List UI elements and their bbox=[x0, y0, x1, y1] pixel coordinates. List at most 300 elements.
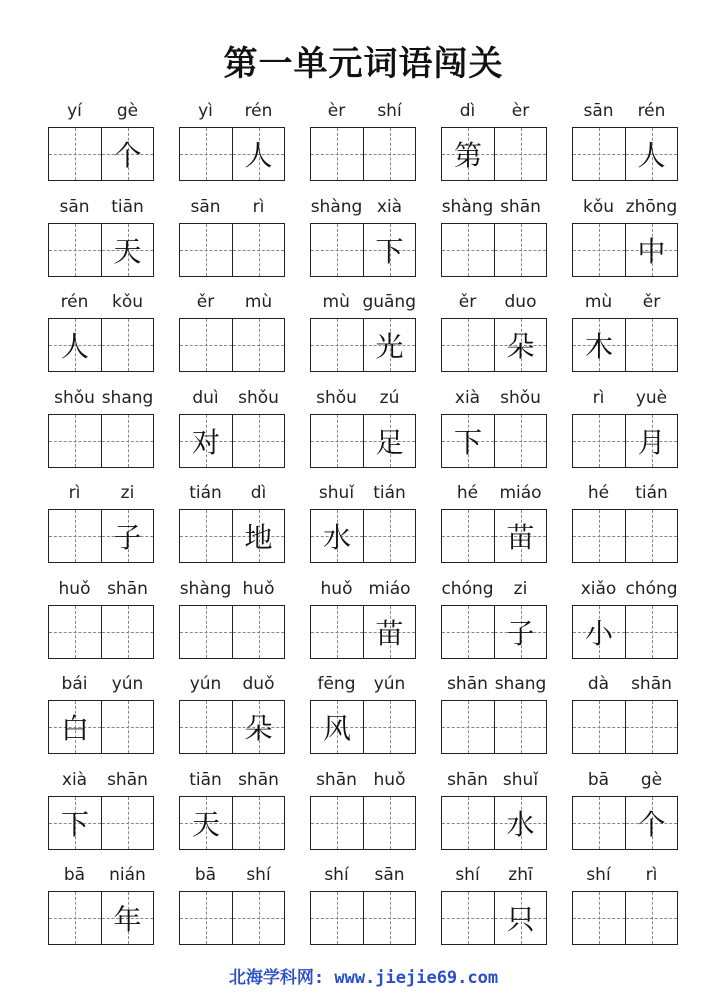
tianzige-cell[interactable] bbox=[49, 797, 101, 849]
tianzige-cell[interactable] bbox=[494, 224, 546, 276]
word-block bbox=[310, 289, 416, 373]
tianzige-cell[interactable] bbox=[625, 797, 677, 849]
tianzige-cell[interactable] bbox=[494, 128, 546, 180]
tianzige-box-pair bbox=[441, 127, 547, 181]
pinyin-syllable: shí bbox=[455, 865, 480, 885]
pinyin-syllable: shān bbox=[316, 769, 357, 790]
tianzige-cell[interactable] bbox=[573, 224, 625, 276]
tianzige-box-pair bbox=[572, 509, 678, 563]
hanzi-character: 足 bbox=[375, 425, 404, 459]
tianzige-cell[interactable] bbox=[180, 892, 232, 944]
pinyin-syllable: xiǎo bbox=[580, 578, 617, 599]
hanzi-character: 朵 bbox=[244, 712, 273, 745]
pinyin-row bbox=[179, 289, 285, 315]
pinyin-row bbox=[441, 767, 547, 793]
tianzige-cell[interactable] bbox=[442, 701, 494, 753]
tianzige-cell[interactable] bbox=[442, 415, 494, 467]
tianzige-box-pair bbox=[179, 127, 285, 181]
pinyin-syllable: rén bbox=[244, 101, 273, 121]
tianzige-cell[interactable] bbox=[180, 319, 232, 371]
pinyin-syllable: shān bbox=[107, 769, 148, 790]
tianzige-box-pair bbox=[310, 700, 416, 754]
pinyin-syllable: zi bbox=[513, 578, 528, 599]
pinyin-syllable: sān bbox=[583, 101, 614, 121]
pinyin-row bbox=[179, 576, 285, 602]
word-block bbox=[48, 289, 154, 373]
tianzige-box-pair bbox=[441, 318, 547, 372]
tianzige-box-pair bbox=[441, 796, 547, 850]
tianzige-cell[interactable] bbox=[180, 701, 232, 753]
pinyin-syllable: shàng bbox=[441, 196, 494, 217]
tianzige-cell[interactable] bbox=[573, 797, 625, 849]
pinyin-syllable: yún bbox=[189, 674, 222, 694]
pinyin-syllable: duǒ bbox=[242, 674, 275, 694]
pinyin-row bbox=[572, 862, 678, 888]
tianzige-cell[interactable] bbox=[232, 892, 284, 944]
tianzige-cell[interactable] bbox=[494, 319, 546, 371]
pinyin-syllable: yún bbox=[111, 674, 144, 694]
hanzi-character: 朵 bbox=[506, 330, 535, 363]
pinyin-syllable: rì bbox=[252, 196, 265, 217]
pinyin-syllable: shān bbox=[631, 674, 672, 694]
tianzige-cell[interactable] bbox=[442, 128, 494, 180]
word-block bbox=[48, 576, 154, 660]
word-block bbox=[179, 480, 285, 564]
pinyin-syllable: ěr bbox=[458, 292, 477, 312]
tianzige-cell[interactable] bbox=[442, 510, 494, 562]
pinyin-syllable: shuǐ bbox=[318, 483, 355, 503]
pinyin-syllable: èr bbox=[327, 101, 346, 121]
word-block bbox=[179, 194, 285, 278]
pinyin-row bbox=[572, 289, 678, 315]
pinyin-syllable: miáo bbox=[499, 483, 542, 503]
pinyin-row bbox=[441, 289, 547, 315]
pinyin-syllable: kǒu bbox=[582, 196, 615, 217]
pinyin-row bbox=[572, 480, 678, 506]
word-block bbox=[441, 289, 547, 373]
pinyin-syllable: huǒ bbox=[320, 578, 353, 599]
pinyin-syllable: zhōng bbox=[625, 196, 678, 217]
tianzige-cell[interactable] bbox=[311, 415, 363, 467]
tianzige-cell[interactable] bbox=[49, 224, 101, 276]
hanzi-character: 中 bbox=[637, 234, 666, 268]
tianzige-cell[interactable] bbox=[363, 797, 415, 849]
pinyin-row bbox=[310, 194, 416, 220]
pinyin-syllable: ěr bbox=[196, 292, 215, 312]
tianzige-cell[interactable] bbox=[442, 797, 494, 849]
pinyin-syllable: sān bbox=[374, 865, 405, 885]
pinyin-syllable: shān bbox=[107, 578, 148, 599]
pinyin-syllable: miáo bbox=[368, 578, 411, 599]
pinyin-syllable: yuè bbox=[635, 387, 668, 408]
tianzige-cell[interactable] bbox=[494, 797, 546, 849]
tianzige-cell[interactable] bbox=[180, 224, 232, 276]
pinyin-row bbox=[441, 576, 547, 602]
tianzige-cell[interactable] bbox=[311, 510, 363, 562]
word-block bbox=[48, 862, 154, 946]
pinyin-syllable: tián bbox=[373, 483, 406, 503]
tianzige-box-pair bbox=[48, 318, 154, 372]
hanzi-character: 下 bbox=[453, 425, 482, 459]
word-block bbox=[441, 385, 547, 469]
pinyin-row bbox=[441, 385, 547, 411]
pinyin-syllable: sān bbox=[190, 196, 221, 217]
tianzige-box-pair bbox=[179, 700, 285, 754]
word-block bbox=[441, 480, 547, 564]
tianzige-cell[interactable] bbox=[573, 415, 625, 467]
pinyin-syllable: xià bbox=[61, 769, 88, 790]
tianzige-cell[interactable] bbox=[625, 128, 677, 180]
tianzige-box-pair bbox=[310, 127, 416, 181]
tianzige-cell[interactable] bbox=[180, 415, 232, 467]
tianzige-cell[interactable] bbox=[49, 606, 101, 658]
hanzi-character: 水 bbox=[322, 521, 351, 554]
pinyin-row bbox=[441, 480, 547, 506]
pinyin-row bbox=[48, 480, 154, 506]
word-block bbox=[310, 194, 416, 278]
tianzige-box-pair bbox=[572, 700, 678, 754]
tianzige-cell[interactable] bbox=[49, 510, 101, 562]
tianzige-box-pair bbox=[441, 414, 547, 468]
word-block bbox=[179, 862, 285, 946]
tianzige-cell[interactable] bbox=[232, 128, 284, 180]
pinyin-syllable: tiān bbox=[189, 769, 222, 790]
tianzige-cell[interactable] bbox=[363, 415, 415, 467]
tianzige-cell[interactable] bbox=[311, 319, 363, 371]
tianzige-box-pair bbox=[179, 414, 285, 468]
tianzige-box-pair bbox=[310, 891, 416, 945]
pinyin-syllable: mù bbox=[584, 292, 613, 312]
pinyin-syllable: nián bbox=[109, 865, 146, 885]
pinyin-syllable: yún bbox=[373, 674, 406, 694]
tianzige-cell[interactable] bbox=[573, 701, 625, 753]
pinyin-row bbox=[310, 385, 416, 411]
tianzige-cell[interactable] bbox=[625, 415, 677, 467]
tianzige-box-pair bbox=[48, 509, 154, 563]
tianzige-cell[interactable] bbox=[494, 701, 546, 753]
tianzige-box-pair bbox=[179, 796, 285, 850]
pinyin-syllable: shí bbox=[324, 865, 349, 885]
tianzige-cell[interactable] bbox=[311, 797, 363, 849]
tianzige-cell[interactable] bbox=[180, 128, 232, 180]
tianzige-cell[interactable] bbox=[625, 701, 677, 753]
hanzi-character: 月 bbox=[637, 425, 666, 459]
tianzige-cell[interactable] bbox=[232, 510, 284, 562]
tianzige-cell[interactable] bbox=[573, 510, 625, 562]
word-block bbox=[572, 385, 678, 469]
hanzi-character: 天 bbox=[191, 807, 220, 841]
tianzige-cell[interactable] bbox=[311, 606, 363, 658]
hanzi-character: 小 bbox=[584, 616, 613, 650]
word-block bbox=[179, 671, 285, 755]
word-block bbox=[572, 576, 678, 660]
page-title: 第一单元词语闯关 bbox=[223, 44, 504, 84]
tianzige-cell[interactable] bbox=[311, 224, 363, 276]
pinyin-syllable: bā bbox=[63, 865, 86, 885]
pinyin-row bbox=[572, 671, 678, 697]
tianzige-cell[interactable] bbox=[363, 510, 415, 562]
tianzige-box-pair bbox=[441, 700, 547, 754]
tianzige-cell[interactable] bbox=[101, 510, 153, 562]
tianzige-box-pair bbox=[441, 223, 547, 277]
pinyin-row bbox=[179, 767, 285, 793]
pinyin-syllable: gè bbox=[640, 769, 663, 790]
tianzige-cell[interactable] bbox=[232, 415, 284, 467]
word-block bbox=[441, 767, 547, 851]
tianzige-cell[interactable] bbox=[625, 510, 677, 562]
word-block bbox=[310, 576, 416, 660]
hanzi-character: 第 bbox=[453, 139, 482, 172]
pinyin-syllable: bái bbox=[61, 674, 88, 694]
pinyin-syllable: rì bbox=[68, 483, 81, 503]
pinyin-row bbox=[310, 576, 416, 602]
pinyin-row bbox=[179, 671, 285, 697]
tianzige-cell[interactable] bbox=[101, 606, 153, 658]
pinyin-row bbox=[48, 289, 154, 315]
tianzige-cell[interactable] bbox=[363, 701, 415, 753]
tianzige-box-pair bbox=[572, 891, 678, 945]
pinyin-row bbox=[48, 385, 154, 411]
tianzige-cell[interactable] bbox=[311, 701, 363, 753]
tianzige-cell[interactable] bbox=[363, 606, 415, 658]
tianzige-cell[interactable] bbox=[625, 606, 677, 658]
pinyin-syllable: chóng bbox=[441, 578, 494, 599]
pinyin-row bbox=[441, 194, 547, 220]
hanzi-character: 苗 bbox=[506, 521, 535, 554]
tianzige-cell[interactable] bbox=[573, 892, 625, 944]
pinyin-row bbox=[179, 194, 285, 220]
pinyin-row bbox=[310, 671, 416, 697]
pinyin-syllable: yí bbox=[67, 101, 82, 121]
tianzige-cell[interactable] bbox=[101, 128, 153, 180]
word-block bbox=[48, 767, 154, 851]
tianzige-cell[interactable] bbox=[311, 892, 363, 944]
pinyin-syllable: huǒ bbox=[242, 578, 275, 599]
pinyin-syllable: xià bbox=[454, 387, 481, 408]
pinyin-syllable: zi bbox=[120, 483, 135, 503]
word-block bbox=[441, 671, 547, 755]
tianzige-cell[interactable] bbox=[442, 319, 494, 371]
pinyin-syllable: chóng bbox=[625, 578, 678, 599]
tianzige-box-pair bbox=[179, 605, 285, 659]
hanzi-character: 人 bbox=[244, 139, 273, 172]
hanzi-character: 子 bbox=[113, 521, 142, 554]
tianzige-cell[interactable] bbox=[573, 606, 625, 658]
word-block bbox=[48, 98, 154, 182]
hanzi-character: 光 bbox=[375, 330, 404, 363]
tianzige-box-pair bbox=[572, 223, 678, 277]
tianzige-cell[interactable] bbox=[101, 319, 153, 371]
tianzige-box-pair bbox=[310, 223, 416, 277]
word-block bbox=[572, 194, 678, 278]
tianzige-cell[interactable] bbox=[49, 701, 101, 753]
hanzi-character: 白 bbox=[60, 712, 89, 745]
hanzi-character: 子 bbox=[506, 616, 535, 650]
tianzige-cell[interactable] bbox=[625, 224, 677, 276]
pinyin-syllable: dà bbox=[587, 674, 610, 694]
pinyin-syllable: huǒ bbox=[373, 769, 406, 790]
word-block bbox=[310, 385, 416, 469]
pinyin-syllable: yì bbox=[198, 101, 213, 121]
tianzige-box-pair bbox=[48, 223, 154, 277]
tianzige-box-pair bbox=[48, 414, 154, 468]
hanzi-character: 个 bbox=[637, 807, 666, 841]
pinyin-row bbox=[572, 98, 678, 124]
pinyin-row bbox=[179, 480, 285, 506]
tianzige-cell[interactable] bbox=[232, 319, 284, 371]
tianzige-cell[interactable] bbox=[101, 892, 153, 944]
tianzige-cell[interactable] bbox=[49, 415, 101, 467]
pinyin-syllable: fēng bbox=[317, 674, 356, 694]
pinyin-syllable: ěr bbox=[642, 292, 661, 312]
hanzi-character: 水 bbox=[506, 807, 535, 841]
tianzige-cell[interactable] bbox=[573, 128, 625, 180]
tianzige-box-pair bbox=[310, 796, 416, 850]
word-block bbox=[48, 385, 154, 469]
pinyin-syllable: sān bbox=[59, 196, 90, 217]
tianzige-cell[interactable] bbox=[49, 319, 101, 371]
pinyin-row bbox=[441, 862, 547, 888]
tianzige-cell[interactable] bbox=[180, 797, 232, 849]
tianzige-cell[interactable] bbox=[573, 319, 625, 371]
tianzige-cell[interactable] bbox=[101, 415, 153, 467]
hanzi-character: 木 bbox=[584, 330, 613, 363]
word-block bbox=[572, 862, 678, 946]
tianzige-cell[interactable] bbox=[180, 510, 232, 562]
pinyin-row bbox=[48, 194, 154, 220]
pinyin-syllable: shān bbox=[447, 674, 488, 694]
hanzi-character: 对 bbox=[191, 425, 220, 459]
tianzige-cell[interactable] bbox=[494, 892, 546, 944]
pinyin-row bbox=[48, 671, 154, 697]
tianzige-cell[interactable] bbox=[232, 797, 284, 849]
tianzige-cell[interactable] bbox=[363, 319, 415, 371]
pinyin-syllable: tiān bbox=[111, 196, 144, 217]
tianzige-cell[interactable] bbox=[442, 892, 494, 944]
pinyin-syllable: mù bbox=[244, 292, 273, 312]
word-block bbox=[48, 671, 154, 755]
tianzige-cell[interactable] bbox=[494, 415, 546, 467]
pinyin-syllable: duì bbox=[192, 387, 219, 408]
tianzige-cell[interactable] bbox=[232, 606, 284, 658]
tianzige-cell[interactable] bbox=[232, 224, 284, 276]
word-block bbox=[179, 385, 285, 469]
hanzi-character: 年 bbox=[113, 903, 142, 936]
word-block bbox=[310, 862, 416, 946]
word-block bbox=[441, 98, 547, 182]
word-block bbox=[572, 98, 678, 182]
tianzige-cell[interactable] bbox=[180, 606, 232, 658]
tianzige-cell[interactable] bbox=[494, 606, 546, 658]
pinyin-syllable: rì bbox=[645, 865, 658, 885]
pinyin-syllable: dì bbox=[250, 483, 267, 503]
hanzi-character: 风 bbox=[322, 712, 351, 745]
tianzige-cell[interactable] bbox=[101, 797, 153, 849]
pinyin-syllable: shàng bbox=[179, 578, 232, 599]
tianzige-box-pair bbox=[48, 127, 154, 181]
pinyin-syllable: xià bbox=[376, 196, 403, 217]
pinyin-syllable: tián bbox=[635, 483, 668, 503]
tianzige-cell[interactable] bbox=[442, 606, 494, 658]
pinyin-row bbox=[441, 98, 547, 124]
tianzige-box-pair bbox=[572, 127, 678, 181]
hanzi-character: 下 bbox=[375, 234, 404, 268]
tianzige-box-pair bbox=[310, 414, 416, 468]
pinyin-syllable: shuǐ bbox=[502, 769, 539, 790]
pinyin-syllable: shān bbox=[500, 196, 541, 217]
word-block bbox=[572, 767, 678, 851]
pinyin-syllable: rén bbox=[637, 101, 666, 121]
pinyin-row bbox=[441, 671, 547, 697]
pinyin-row bbox=[310, 289, 416, 315]
pinyin-row bbox=[310, 98, 416, 124]
pinyin-syllable: shǒu bbox=[500, 387, 541, 408]
hanzi-character: 苗 bbox=[375, 616, 404, 650]
tianzige-box-pair bbox=[179, 891, 285, 945]
word-block bbox=[310, 671, 416, 755]
pinyin-syllable: shang bbox=[494, 674, 547, 694]
pinyin-syllable: shǒu bbox=[316, 387, 357, 408]
tianzige-box-pair bbox=[572, 796, 678, 850]
tianzige-cell[interactable] bbox=[625, 892, 677, 944]
pinyin-syllable: bā bbox=[587, 769, 610, 790]
tianzige-box-pair bbox=[441, 891, 547, 945]
tianzige-cell[interactable] bbox=[49, 128, 101, 180]
hanzi-character: 人 bbox=[637, 139, 666, 172]
tianzige-cell[interactable] bbox=[363, 224, 415, 276]
tianzige-cell[interactable] bbox=[494, 510, 546, 562]
tianzige-cell[interactable] bbox=[101, 701, 153, 753]
word-block bbox=[572, 289, 678, 373]
tianzige-cell[interactable] bbox=[232, 701, 284, 753]
tianzige-cell[interactable] bbox=[442, 224, 494, 276]
pinyin-syllable: shí bbox=[377, 101, 402, 121]
tianzige-box-pair bbox=[179, 223, 285, 277]
pinyin-syllable: shàng bbox=[310, 196, 363, 217]
tianzige-box-pair bbox=[441, 509, 547, 563]
pinyin-syllable: rén bbox=[60, 292, 89, 312]
pinyin-syllable: èr bbox=[511, 101, 530, 121]
word-block bbox=[441, 862, 547, 946]
tianzige-cell[interactable] bbox=[625, 319, 677, 371]
pinyin-syllable: shí bbox=[246, 865, 271, 885]
tianzige-box-pair bbox=[572, 318, 678, 372]
tianzige-cell[interactable] bbox=[311, 128, 363, 180]
tianzige-cell[interactable] bbox=[101, 224, 153, 276]
word-block bbox=[441, 576, 547, 660]
tianzige-box-pair bbox=[310, 318, 416, 372]
word-block bbox=[572, 480, 678, 564]
pinyin-syllable: gè bbox=[116, 101, 139, 121]
pinyin-syllable: hé bbox=[587, 483, 610, 503]
pinyin-syllable: shān bbox=[447, 769, 488, 790]
pinyin-row bbox=[572, 767, 678, 793]
pinyin-syllable: kǒu bbox=[111, 292, 144, 312]
pinyin-syllable: duo bbox=[504, 292, 537, 312]
pinyin-syllable: shǒu bbox=[54, 387, 95, 408]
word-block bbox=[310, 767, 416, 851]
pinyin-row bbox=[572, 576, 678, 602]
pinyin-row bbox=[179, 98, 285, 124]
hanzi-character: 地 bbox=[244, 521, 273, 554]
tianzige-cell[interactable] bbox=[49, 892, 101, 944]
pinyin-syllable: shí bbox=[586, 865, 611, 885]
hanzi-character: 下 bbox=[60, 807, 89, 841]
hanzi-character: 天 bbox=[113, 234, 142, 268]
tianzige-box-pair bbox=[310, 509, 416, 563]
tianzige-cell[interactable] bbox=[363, 892, 415, 944]
tianzige-cell[interactable] bbox=[363, 128, 415, 180]
